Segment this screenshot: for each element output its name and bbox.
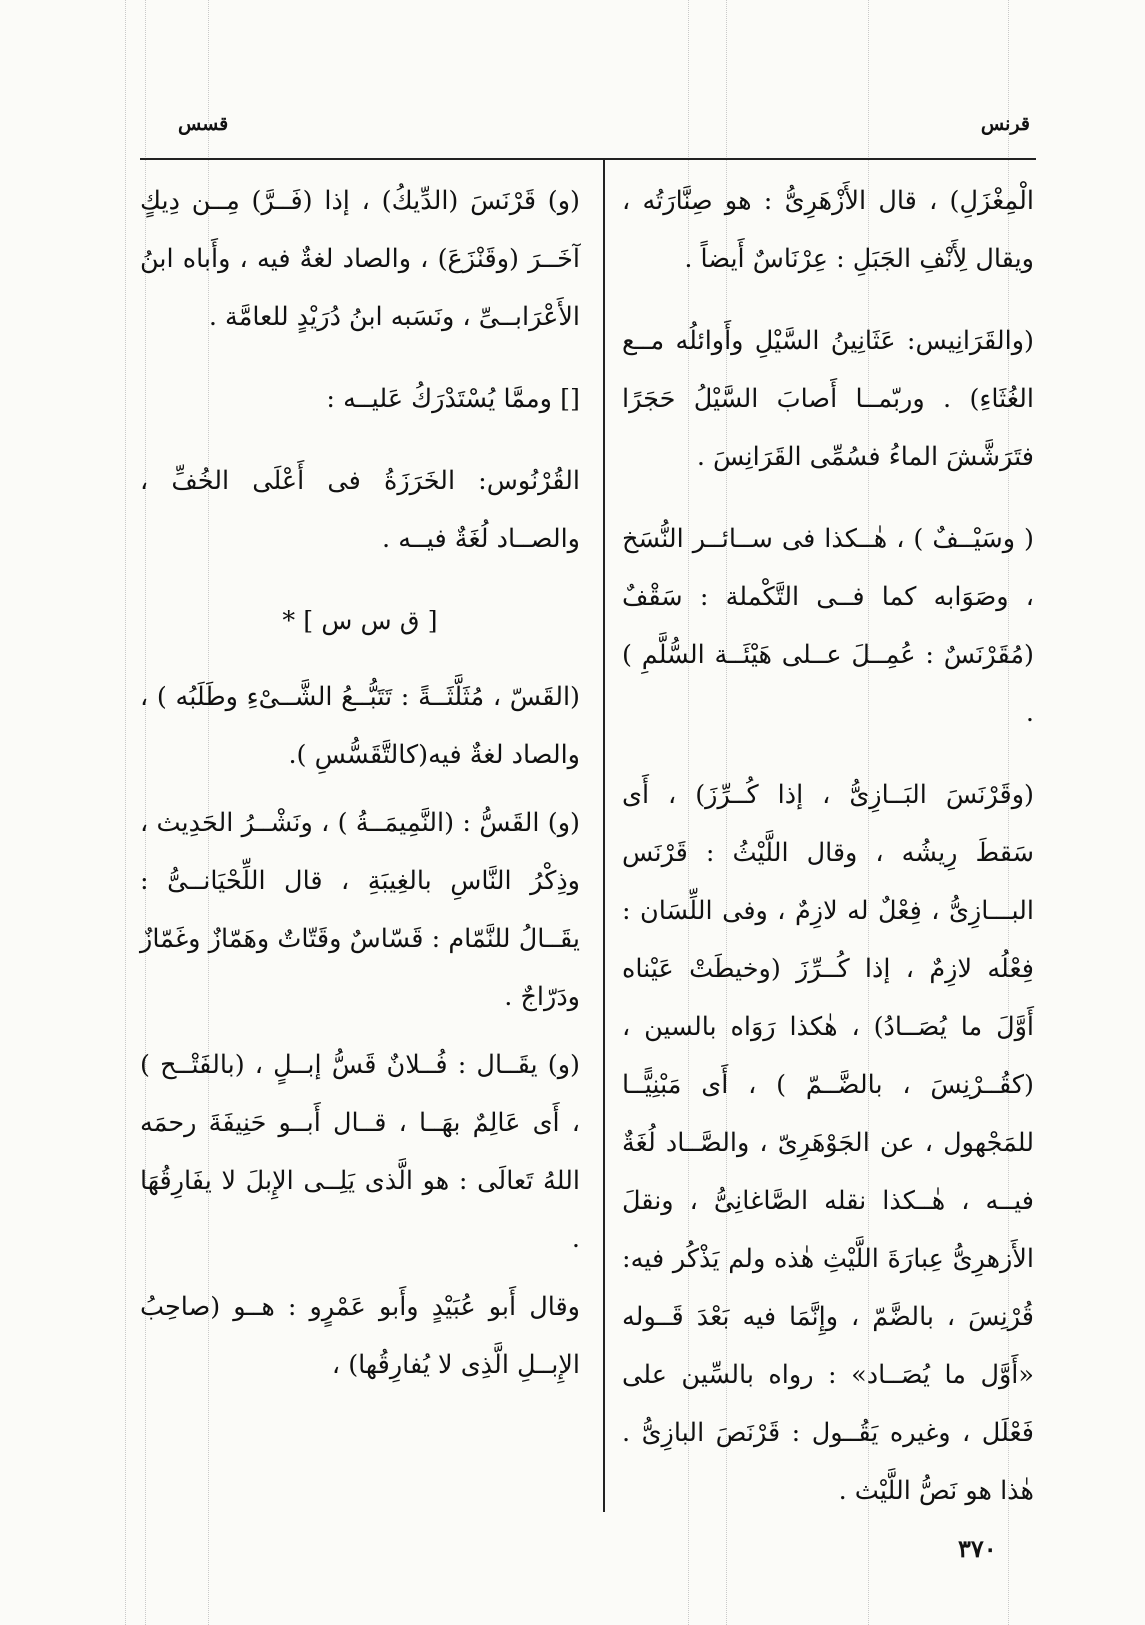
running-header-right: قرنس: [980, 113, 1030, 135]
paragraph: (والقَرَانِيس: عَثَانِينُ السَّيْلِ وأَوائلُه مــع الغُثَاءِ) . وربّمــا أَصابَ السَّيْلُ حَجَرًا فتَرَشَّشَ الماءُ فسُمِّى القَرَانِسَ .: [622, 326, 1034, 472]
paragraph: (و) يقَــال : فُــلانٌ قَسُّ إبــلٍ ، (بالفَتْــح ) ، أَى عَالِمٌ بهَــا ، قــال أَبــو حَنِيفَةَ رحمَه اللهُ تَعالَى : هو الَّذى يَلِــى الإِبلَ لا يفَارِقُهَا .: [140, 1050, 580, 1254]
paragraph: الْمِغْزَلِ) ، قال الأَزْهَرِىُّ : هو صِنَّارَتُه ، ويقال لِأَنْفِ الجَبَلِ : عِرْنَاسٌ أَيضاً .: [622, 186, 1034, 274]
paragraph: (القَسّ ، مُثَلَّثَــةً : تَتَبُّــعُ الشَّــىْءِ وطَلَبُه ) ، والصاد لغةٌ فيه(كالتَّقَسُّسِ ).: [140, 682, 580, 770]
running-header-left: قسس: [178, 113, 229, 135]
scan-guide-line: [125, 0, 126, 1625]
paragraph: (وقَرْنَسَ البَــازِىُّ ، إذا كُــرِّزَ) ، أَى سَقطَ رِيشُه ، وقال اللَّيْثُ : قَرْنَس البـــازِىُّ ، فِعْلٌ له لازِمٌ ، وفى اللِّسَان : فِعْلُه لازِمٌ ، إذا كُــرِّزَ (وخيطَتْ عَيْناه أَوَّلَ ما يُصَــادُ) ، هٰكذا رَوَاه بالسين ، (كقُــرْنِسَ ، بالضَّــمّ ) ، أَى مَبْنِيًّــا للمَجْهول ، عن الجَوْهَرِىّ ، والصَّــاد لُغَةٌ فيــه ، هٰــكذا نقله الصَّاغانِىُّ ، ونقلَ الأَزهرِىُّ عِبارَةَ اللَّيْثِ هٰذه ولم يَذْكُر فيه: قُرْنِسَ ، بالضَّمّ ، وإِنَّمَا فيه بَعْدَ قَــوله «أَوَّل ما يُصَــاد» : رواه بالسِّين على فَعْلَل ، وغيره يَقُــول : قَرْنَصَ البازِىُّ . هٰذا هو نَصُّ اللَّيْث .: [622, 780, 1035, 1506]
page-number: ٣٧٠: [958, 1534, 997, 1563]
header-rule: [140, 158, 1036, 160]
paragraph: (و) القَسُّ : (النَّمِيمَــةُ ) ، ونَشْــرُ الحَدِيث ، وذِكْرُ النَّاسِ بالغِيبَةِ ، قال اللِّحْيَانــىُّ : يقَــالُ للنَّمّام : قَسّاسٌ وقَتّاتٌ وهَمّازٌ وغَمّازٌ ودَرّاجٌ .: [140, 808, 580, 1012]
entry-heading: [ ق س س ] *: [282, 606, 438, 636]
paragraph: القُرْنُوس: الخَرَزَةُ فى أَعْلَى الخُفِّ ، والصــاد لُغَةٌ فيــه .: [140, 466, 580, 554]
paragraph: وقال أَبو عُبَيْدٍ وأَبو عَمْرٍو : هــو (صاحِبُ الإِبــلِ الَّذِى لا يُفارِقُها) ،: [140, 1292, 580, 1380]
left-column: [140, 172, 580, 1404]
paragraph: [] وممَّا يُسْتَدْرَكُ عَليــه :: [326, 384, 580, 414]
column-divider: [603, 160, 605, 1512]
paragraph: (و) قَرْنَسَ (الدِّيكُ) ، إذا (فَــرَّ) مِــن دِيكٍ آخَــرَ (وقَنْزَعَ) ، والصاد لغةٌ فيه ، وأَباه ابنُ الأَعْرَابــىِّ ، ونَسَبه ابنُ دُرَيْدٍ للعامَّة .: [140, 186, 580, 332]
paragraph: ( وسَيْــفٌ ) ، هٰــكذا فى ســائــر النُّسَخ ، وصَوَابه كما فــى التَّكْملة : سَقْفٌ (مُقَرْنَسٌ : عُمِــلَ عــلى هَيْئَــة السُّلَّمِ ) .: [622, 524, 1034, 728]
right-column: [622, 172, 1034, 1530]
